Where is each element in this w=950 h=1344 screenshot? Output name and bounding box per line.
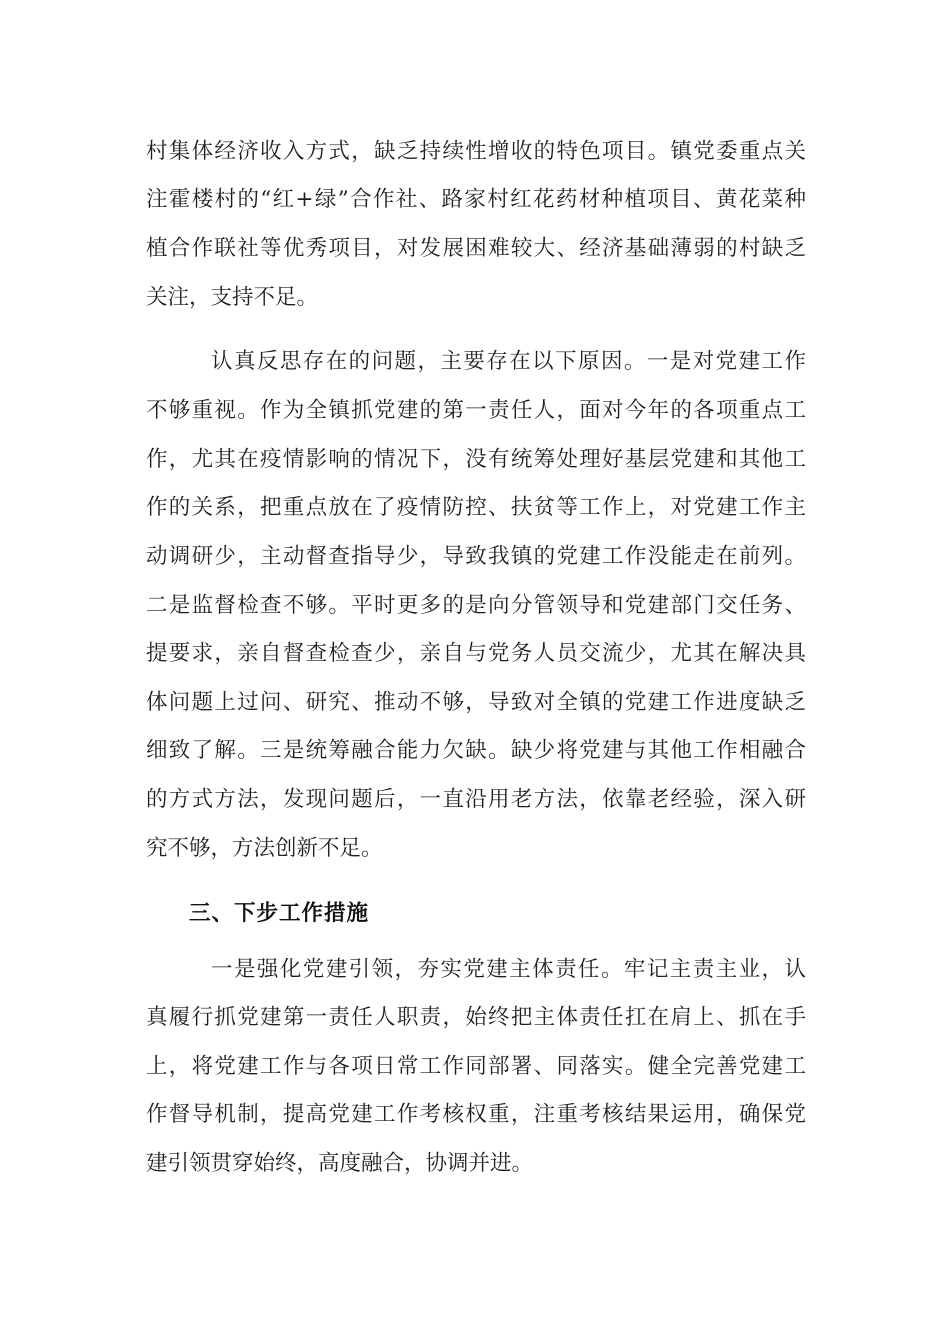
paragraph-2-line-6: 二是监督检查不够。平时更多的是向分管领导和党建部门交任务、 (146, 593, 806, 618)
paragraph-3-line-1: 一是强化党建引领，夯实党建主体责任。牢记主责主业，认 (211, 957, 806, 982)
paragraph-1-line-4: 关注，支持不足。 (146, 285, 319, 310)
paragraph-2-line-3: 作，尤其在疫情影响的情况下，没有统筹处理好基层党建和其他工 (146, 447, 806, 472)
paragraph-2-line-5: 动调研少，主动督查指导少，导致我镇的党建工作没能走在前列。 (146, 544, 806, 569)
paragraph-2-line-7: 提要求，亲自督查检查少，亲自与党务人员交流少，尤其在解决具 (146, 641, 806, 666)
paragraph-2-line-10: 的方式方法，发现问题后，一直沿用老方法，依靠老经验，深入研 (146, 787, 806, 812)
section-heading: 三、下步工作措施 (189, 901, 370, 926)
paragraph-2-line-1: 认真反思存在的问题，主要存在以下原因。一是对党建工作 (211, 349, 806, 374)
paragraph-2-line-2: 不够重视。作为全镇抓党建的第一责任人，面对今年的各项重点工 (146, 398, 806, 423)
paragraph-2-line-9: 细致了解。三是统筹融合能力欠缺。缺少将党建与其他工作相融合 (146, 738, 806, 763)
paragraph-2-line-11: 究不够，方法创新不足。 (146, 836, 383, 861)
paragraph-2-line-8: 体问题上过问、研究、推动不够，导致对全镇的党建工作进度缺乏 (146, 690, 806, 715)
paragraph-3-line-4: 作督导机制，提高党建工作考核权重，注重考核结果运用，确保党 (146, 1102, 806, 1127)
paragraph-1-line-1: 村集体经济收入方式，缺乏持续性增收的特色项目。镇党委重点关 (146, 139, 806, 164)
paragraph-1-line-2: 注霍楼村的“红+绿”合作社、路家村红花药材种植项目、黄花菜种 (146, 187, 806, 212)
paragraph-3-line-3: 上，将党建工作与各项日常工作同部署、同落实。健全完善党建工 (146, 1054, 806, 1079)
paragraph-3-line-5: 建引领贯穿始终，高度融合，协调并进。 (146, 1151, 534, 1176)
paragraph-2-line-4: 作的关系，把重点放在了疫情防控、扶贫等工作上，对党建工作主 (146, 495, 806, 520)
paragraph-3-line-2: 真履行抓党建第一责任人职责，始终把主体责任扛在肩上、抓在手 (146, 1005, 806, 1030)
paragraph-1-line-3: 植合作联社等优秀项目，对发展困难较大、经济基础薄弱的村缺乏 (146, 236, 806, 261)
